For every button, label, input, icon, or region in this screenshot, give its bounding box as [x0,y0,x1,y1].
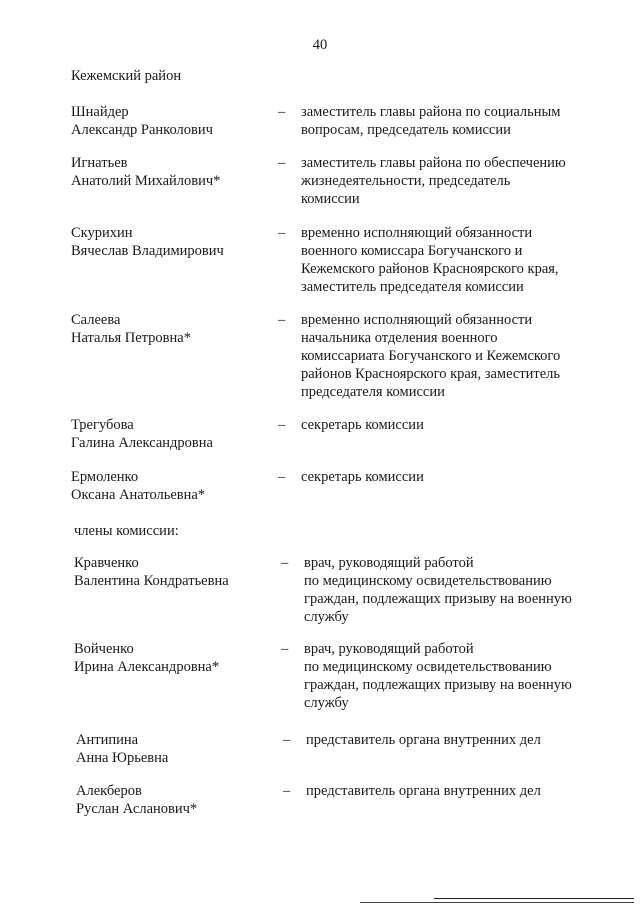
page-number: 40 [312,37,328,53]
person-name [71,468,271,504]
person-role: временно исполняющий обязанности начальника отделения военного комиссариата Богучанского и Кежемского районов Красноярского края, заместитель председателя комиссии [301,312,561,400]
dash-separator: – [278,225,286,241]
person-role: врач, руководящий работой по медицинскому освидетельствованию граждан, подлежащих призыву на военную службу [304,641,572,711]
given-name: Галина Александровна [71,435,213,451]
person-name [71,103,271,139]
person-name [71,311,271,347]
surname: Шнайдер [71,104,129,120]
person-role: заместитель главы района по обеспечению жизнедеятельности, председатель комиссии [301,155,566,207]
given-name: Наталья Петровна* [71,330,191,346]
person-role: секретарь комиссии [301,469,424,485]
district-heading: Кежемский район [71,68,182,84]
person-role: представитель органа внутренних дел [306,732,541,748]
given-name: Анна Юрьевна [76,750,169,766]
given-name: Оксана Анатольевна* [71,487,206,503]
footer-rule [360,902,634,903]
person-role: временно исполняющий обязанности военного комиссара Богучанского и Кежемского районов Красноярского края, заместитель председателя комиссии [301,225,559,295]
given-name: Вячеслав Владимирович [71,243,224,259]
dash-separator: – [283,783,291,799]
surname: Игнатьев [71,155,128,171]
given-name: Руслан Асланович* [76,801,198,817]
dash-separator: – [278,312,286,328]
person-name [74,640,274,676]
person-name [76,782,276,818]
person-role: врач, руководящий работой по медицинскому освидетельствованию граждан, подлежащих призыву на военную службу [304,555,572,625]
given-name: Анатолий Михайлович* [71,173,221,189]
person-role: заместитель главы района по социальным вопросам, председатель комиссии [301,104,561,138]
person-name [71,224,271,260]
dash-separator: – [278,469,286,485]
footer-rule [434,898,634,899]
given-name: Ирина Александровна* [74,659,220,675]
dash-separator: – [281,555,289,571]
person-name [76,731,276,767]
dash-separator: – [278,155,286,171]
person-role: представитель органа внутренних дел [306,783,541,799]
given-name: Александр Ранколович [71,122,213,138]
dash-separator: – [281,641,289,657]
surname: Кравченко [74,555,139,571]
person-name [71,154,271,190]
surname: Скурихин [71,225,133,241]
person-name [74,554,274,590]
person-role: секретарь комиссии [301,417,424,433]
dash-separator: – [278,104,286,120]
dash-separator: – [278,417,286,433]
person-name [71,416,271,452]
given-name: Валентина Кондратьевна [74,573,229,589]
surname: Ермоленко [71,469,139,485]
surname: Алекберов [76,783,142,799]
dash-separator: – [283,732,291,748]
surname: Антипина [76,732,139,748]
surname: Трегубова [71,417,134,433]
members-heading: члены комиссии: [74,523,179,539]
surname: Войченко [74,641,134,657]
surname: Салеева [71,312,121,328]
